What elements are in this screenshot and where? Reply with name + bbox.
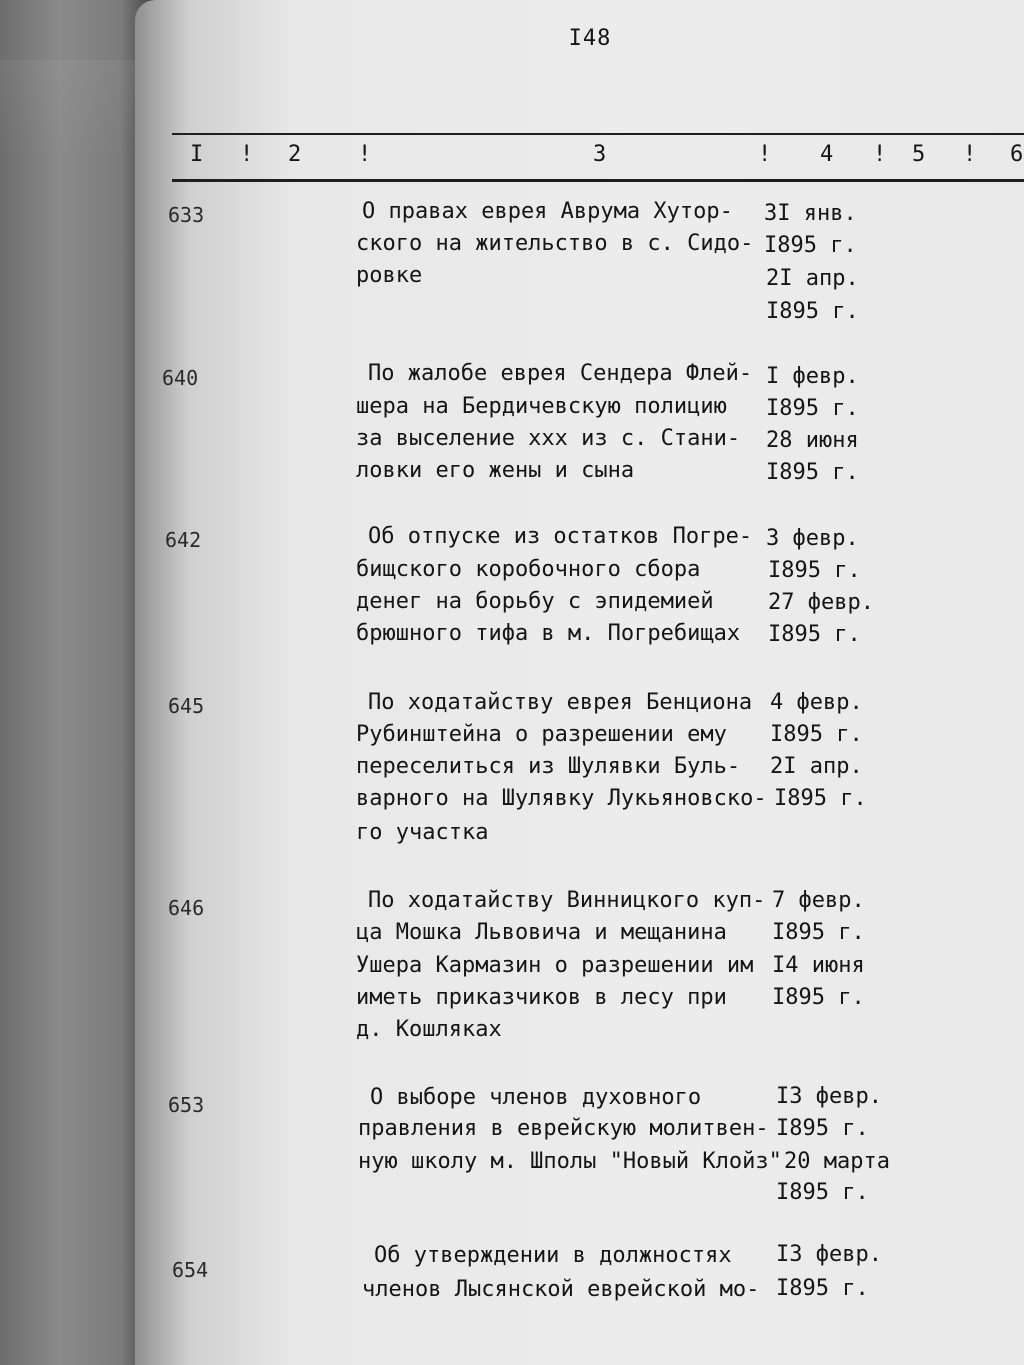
entry-text-line: По ходатайству Винницкого куп- <box>368 888 766 913</box>
entry-text-line: переселиться из Шулявки Буль- <box>356 754 741 779</box>
entry-date: I895 г. <box>772 920 865 945</box>
entry-date: I895 г. <box>776 1180 869 1205</box>
facing-page-edge <box>0 0 150 1365</box>
entry-date: I895 г. <box>764 233 857 258</box>
entry-text-line: По ходатайству еврея Бенциона <box>368 690 753 715</box>
entry-number: 646 <box>168 896 205 920</box>
column-header-5: 5 <box>912 142 926 167</box>
entry-date: I895 г. <box>770 722 863 747</box>
entry-text-line: О выборе членов духовного <box>370 1085 702 1110</box>
table-header-top-rule <box>172 133 1024 135</box>
entry-text-line: брюшного тифа в м. Погребищах <box>356 621 741 646</box>
entry-date: 27 февр. <box>768 590 874 615</box>
entry-text-line: правления в еврейскую молитвен- <box>358 1116 769 1141</box>
entry-date: I3 февр. <box>776 1242 882 1267</box>
entry-date: I895 г. <box>768 622 861 647</box>
table-header-bottom-rule <box>172 179 1024 182</box>
entry-date: I895 г. <box>772 985 865 1010</box>
entry-text-line: за выселение ххх из с. Стани- <box>356 426 741 451</box>
entry-date: 3I янв. <box>764 201 857 226</box>
entry-number: 654 <box>172 1258 209 1282</box>
column-separator: ! <box>963 142 977 167</box>
entry-number: 642 <box>165 528 202 552</box>
entry-date: 28 июня <box>766 428 859 453</box>
column-header-4: 4 <box>820 142 834 167</box>
facing-page-shadow <box>0 60 140 160</box>
entry-date: 20 марта <box>784 1149 890 1174</box>
column-header-1: I <box>190 142 204 167</box>
entry-number: 645 <box>168 694 205 718</box>
column-header-2: 2 <box>288 142 302 167</box>
entry-text-line: Ушера Кармазин о разрешении им <box>356 953 754 978</box>
entry-text-line: ца Мошка Львовича и мещанина <box>356 920 727 945</box>
column-separator: ! <box>358 142 372 167</box>
entry-date: I895 г. <box>774 786 867 811</box>
entry-date: I3 февр. <box>776 1084 882 1109</box>
entry-text-line: д. Кошляках <box>356 1017 502 1042</box>
entry-date: 4 февр. <box>770 690 863 715</box>
entry-date: I февр. <box>766 364 859 389</box>
entry-text-line: бищского коробочного сбора <box>356 557 701 582</box>
entry-number: 633 <box>168 203 205 227</box>
entry-number: 653 <box>168 1093 205 1117</box>
entry-date: I895 г. <box>776 1116 869 1141</box>
entry-text-line: О правах еврея Аврума Хутор- <box>362 199 733 224</box>
column-header-6: 6 <box>1010 142 1024 167</box>
entry-date: I895 г. <box>766 460 859 485</box>
column-separator: ! <box>758 142 772 167</box>
entry-text-line: По жалобе еврея Сендера Флей- <box>368 361 753 386</box>
entry-date: 7 февр. <box>772 888 865 913</box>
entry-text-line: Об утверждении в должностях <box>374 1243 732 1268</box>
entry-text-line: иметь приказчиков в лесу при <box>356 985 727 1010</box>
entry-date: 3 февр. <box>766 526 859 551</box>
entry-number: 640 <box>162 366 199 390</box>
entry-date: I4 июня <box>772 953 865 978</box>
entry-text-line: варного на Шулявку Лукьяновско- <box>356 786 767 811</box>
entry-text-line: ную школу м. Шполы "Новый Клойз" <box>358 1149 782 1174</box>
entry-date: I895 г. <box>766 299 859 324</box>
entry-date: 2I апр. <box>766 266 859 291</box>
entry-date: I895 г. <box>766 396 859 421</box>
entry-text-line: ского на жительство в с. Сидо- <box>356 231 754 256</box>
entry-date: I895 г. <box>768 558 861 583</box>
entry-text-line: членов Лысянской еврейской мо- <box>362 1277 760 1302</box>
column-separator: ! <box>873 142 887 167</box>
entry-date: I895 г. <box>776 1276 869 1301</box>
entry-text-line: го участка <box>356 820 489 845</box>
entry-text-line: Рубинштейна о разрешении ему <box>356 722 727 747</box>
column-header-3: 3 <box>593 142 607 167</box>
entry-text-line: Об отпуске из остатков Погре- <box>368 524 753 549</box>
entry-text-line: денег на борьбу с эпидемией <box>356 589 714 614</box>
column-separator: ! <box>240 142 254 167</box>
entry-text-line: шера на Бердичевскую полицию <box>356 394 727 419</box>
entry-date: 2I апр. <box>770 754 863 779</box>
page-number: I48 <box>568 26 612 51</box>
entry-text-line: ровке <box>356 263 423 288</box>
entry-text-line: ловки его жены и сына <box>356 458 635 483</box>
